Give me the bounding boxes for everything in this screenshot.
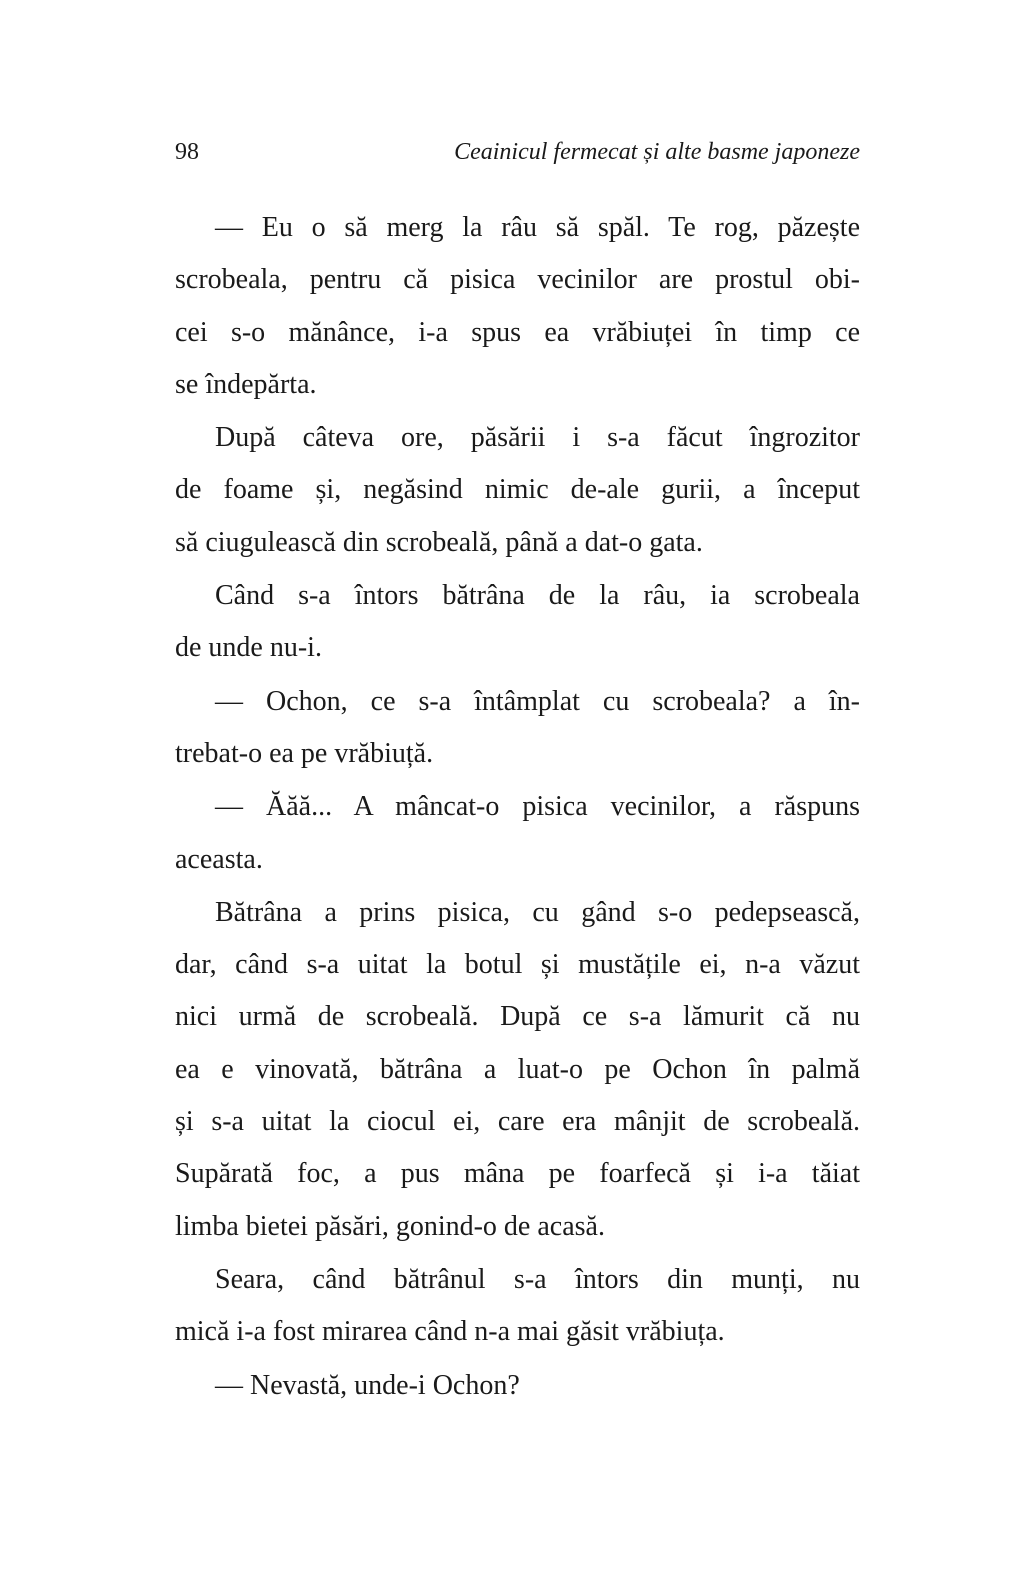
paragraph <box>175 887 860 1253</box>
paragraph <box>175 676 860 781</box>
text-line: de unde nu-i. <box>175 632 322 664</box>
text-line: — Ochon, ce s-a întâmplat cu scrobeala? a în- <box>215 685 860 717</box>
text-line: nici urmă de scrobeală. După ce s-a lămurit că nu <box>175 1001 860 1033</box>
text-line: Bătrâna a prins pisica, cu gând s-o pedepsească, <box>215 896 860 928</box>
text-line: cei s-o mănânce, i-a spus ea vrăbiuței în timp ce <box>175 316 860 348</box>
text-line: — Ăăă... A mâncat-o pisica vecinilor, a răspuns <box>215 791 860 823</box>
paragraph <box>175 781 860 886</box>
text-line: Supărată foc, a pus mâna pe foarfecă și i-a tăiat <box>175 1158 860 1190</box>
text-line: mică i-a fost mirarea când n-a mai găsit vrăbiuța. <box>175 1316 725 1348</box>
text-line: se îndepărta. <box>175 368 317 400</box>
running-title: Ceainicul fermecat și alte basme japoneze <box>454 139 860 165</box>
text-line: — Eu o să merg la râu să spăl. Te rog, păzește <box>215 212 860 243</box>
text-line: aceasta. <box>175 843 263 875</box>
text-line: dar, când s-a uitat la botul și mustățile ei, n-a văzut <box>175 949 860 981</box>
page-number: 98 <box>175 139 199 165</box>
text-line: După câteva ore, păsării i s-a făcut îngrozitor <box>215 422 860 454</box>
paragraph <box>175 570 860 675</box>
text-line: Când s-a întors bătrâna de la râu, ia scrobeala <box>215 580 860 612</box>
text-line: limba bietei păsări, gonind-o de acasă. <box>175 1210 605 1242</box>
text-line: și s-a uitat la ciocul ei, care era mânjit de scrobeală. <box>175 1106 860 1138</box>
paragraph <box>175 412 860 569</box>
paragraph <box>175 1254 860 1359</box>
text-line: să ciugulească din scrobeală, până a dat-o gata. <box>175 526 703 558</box>
text-line: trebat-o ea pe vrăbiuță. <box>175 737 434 769</box>
text-line: Seara, când bătrânul s-a întors din munți, nu <box>215 1263 860 1295</box>
paragraph <box>175 1360 860 1412</box>
paragraph <box>175 202 860 411</box>
body-text <box>175 202 860 1413</box>
text-line: — Nevastă, unde-i Ochon? <box>215 1369 520 1401</box>
text-line: ea e vinovată, bătrâna a luat-o pe Ochon în palmă <box>175 1053 860 1085</box>
text-line: scrobeala, pentru că pisica vecinilor are prostul obi- <box>175 264 860 296</box>
text-line: de foame și, negăsind nimic de-ale gurii, a început <box>175 474 860 506</box>
page-header <box>175 134 860 170</box>
